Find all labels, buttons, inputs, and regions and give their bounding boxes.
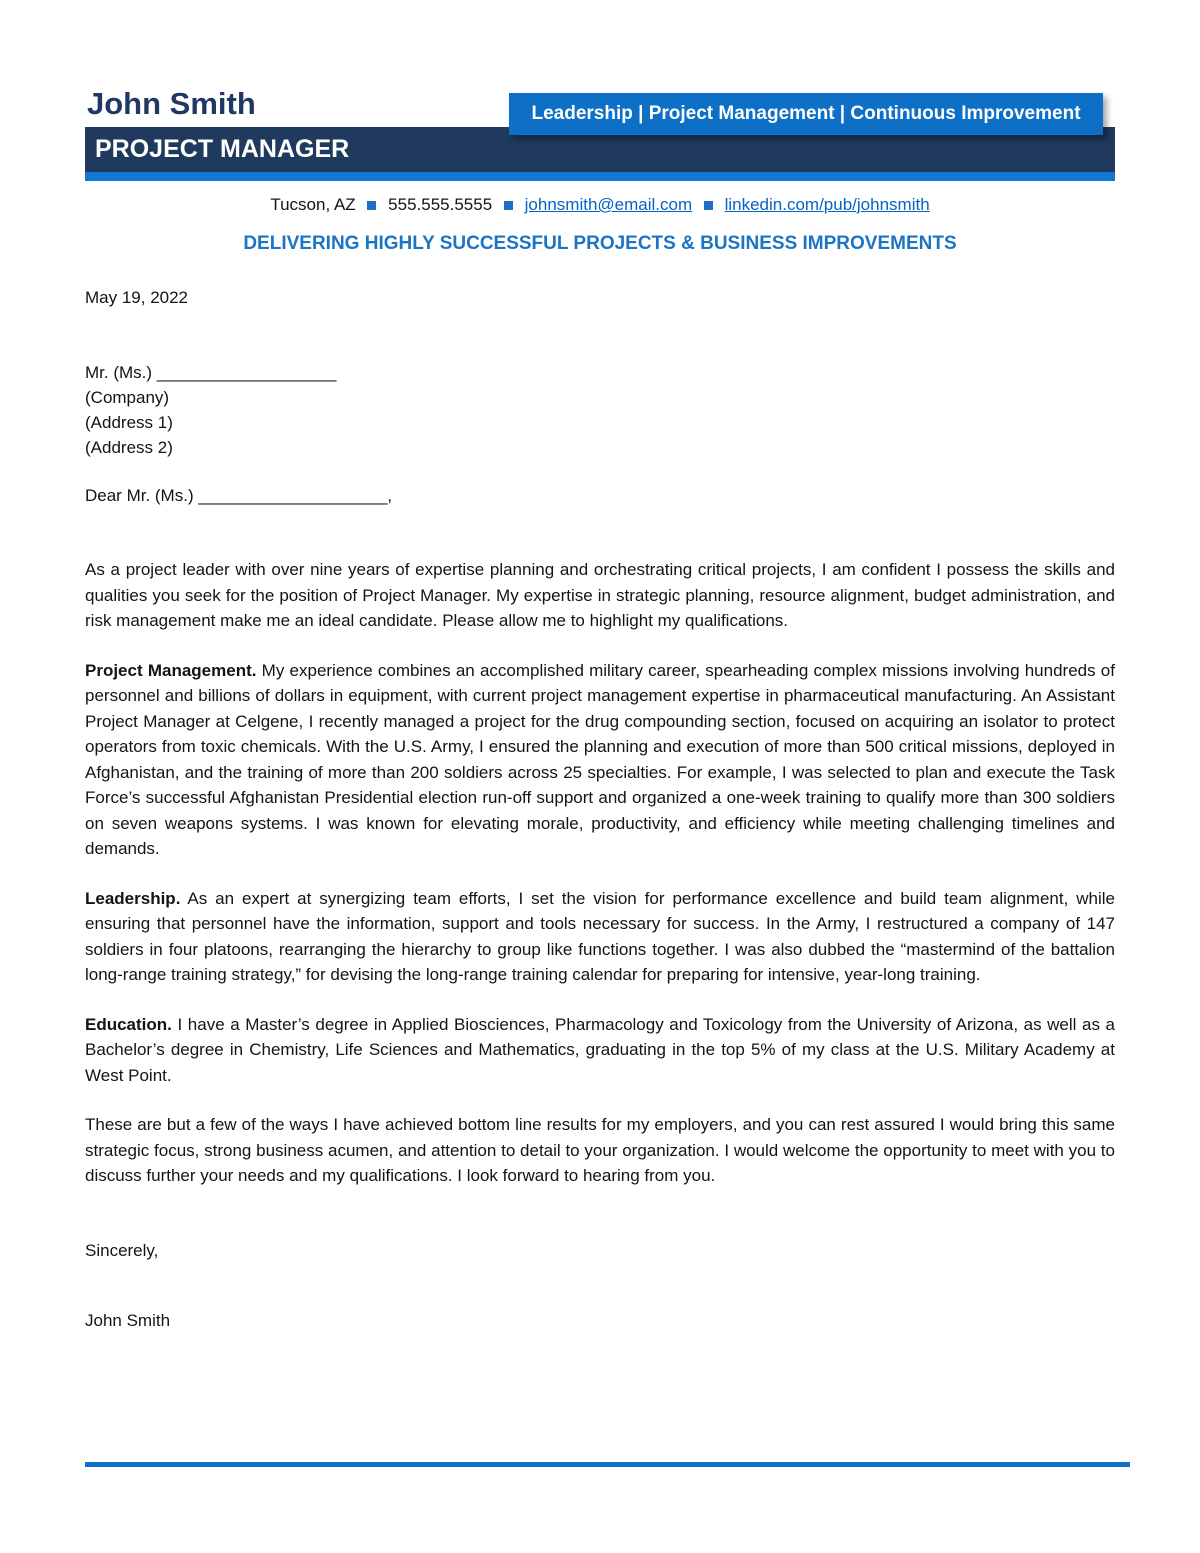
- candidate-name: John Smith: [87, 86, 256, 121]
- paragraph-intro: [85, 557, 1115, 634]
- salutation: Dear Mr. (Ms.) ____________________,: [85, 486, 393, 505]
- signature-name: John Smith: [85, 1310, 171, 1330]
- paragraph-leadership: [85, 886, 1115, 988]
- paragraph-lead: Leadership.: [85, 888, 181, 908]
- closing-salutation: Sincerely,: [85, 1240, 159, 1260]
- paragraph-text: These are but a few of the ways I have achieved bottom line results for my employers, and you can rest assured I would bring this same strategic focus, strong business acumen, and attention to detail to your organization. I would welcome the opportunity to meet with you to discuss further your needs and my qualifications. I look forward to hearing from you.: [85, 1115, 1115, 1185]
- paragraph-text: As a project leader with over nine years of expertise planning and orchestrating critical projects, I am confident I possess the skills and qualities you seek for the position of Project Manager. My expertise in strategic planning, resource alignment, budget administration, and risk management make me an ideal candidate. Please allow me to highlight my qualifications.: [85, 560, 1115, 630]
- recipient-line: (Address 2): [85, 438, 173, 457]
- paragraph-project-management: [85, 658, 1115, 862]
- paragraph-text: My experience combines an accomplished military career, spearheading complex missions involving hundreds of personnel and billions of dollars in equipment, with current project management expertise in pharmaceutical manufacturing. An Assistant Project Manager at Celgene, I recently managed a project for the drug compounding section, focused on acquiring an isolator to protect operators from toxic chemicals. With the U.S. Army, I ensured the planning and execution of more than 500 critical missions, deployed in Afghanistan, and the training of more than 200 soldiers across 25 specialties. For example, I was selected to plan and execute the Task Force’s successful Afghanistan Presidential election run-off support and organized a one-week training to qualify more than 300 soldiers on seven weapons systems. I was known for elevating morale, productivity, and efficiency while meeting challenging timelines and demands.: [85, 660, 1115, 858]
- paragraph-education: [85, 1012, 1115, 1089]
- skills-banner: [509, 93, 1103, 135]
- letter-body: [85, 285, 1115, 1333]
- square-separator-icon: [704, 201, 713, 210]
- recipient-line: (Company): [85, 388, 170, 407]
- square-separator-icon: [367, 201, 376, 210]
- paragraph-lead: Education.: [85, 1014, 172, 1034]
- recipient-line: Mr. (Ms.) ___________________: [85, 363, 337, 382]
- letter-date: May 19, 2022: [85, 288, 189, 307]
- paragraph-lead: Project Management.: [85, 660, 257, 680]
- paragraph-closing-pitch: [85, 1112, 1115, 1189]
- recipient-block: [85, 360, 1115, 460]
- footer-rule: [85, 1462, 1130, 1467]
- contact-phone: 555.555.5555: [388, 195, 493, 214]
- contact-line: [85, 193, 1115, 217]
- square-separator-icon: [504, 201, 513, 210]
- job-title-text: PROJECT MANAGER: [95, 135, 350, 163]
- recipient-line: (Address 1): [85, 413, 173, 432]
- skills-banner-text: Leadership | Project Management | Continuous Improvement: [531, 103, 1081, 124]
- paragraph-text: I have a Master’s degree in Applied Biosciences, Pharmacology and Toxicology from the University of Arizona, as well as a Bachelor’s degree in Chemistry, Life Sciences and Mathematics, graduating in the top 5% of my class at the U.S. Military Academy at West Point.: [85, 1014, 1115, 1085]
- paragraph-text: As an expert at synergizing team efforts, I set the vision for performance excellence and build team alignment, while ensuring that personnel have the information, support and tools necessary for success. In the Army, I restructured a company of 147 soldiers in four platoons, rearranging the hierarchy to group like functions together. I was also dubbed the “mastermind of the battalion long-range training strategy,” for devising the long-range training calendar for preparing for intensive, year-long training.: [85, 888, 1115, 984]
- accent-strip: [85, 172, 1115, 181]
- header: [85, 86, 1115, 181]
- linkedin-link[interactable]: linkedin.com/pub/johnsmith: [724, 195, 930, 214]
- contact-location: Tucson, AZ: [270, 195, 356, 214]
- tagline-heading: DELIVERING HIGHLY SUCCESSFUL PROJECTS & BUSINESS IMPROVEMENTS: [243, 233, 957, 254]
- email-link[interactable]: johnsmith@email.com: [524, 195, 693, 214]
